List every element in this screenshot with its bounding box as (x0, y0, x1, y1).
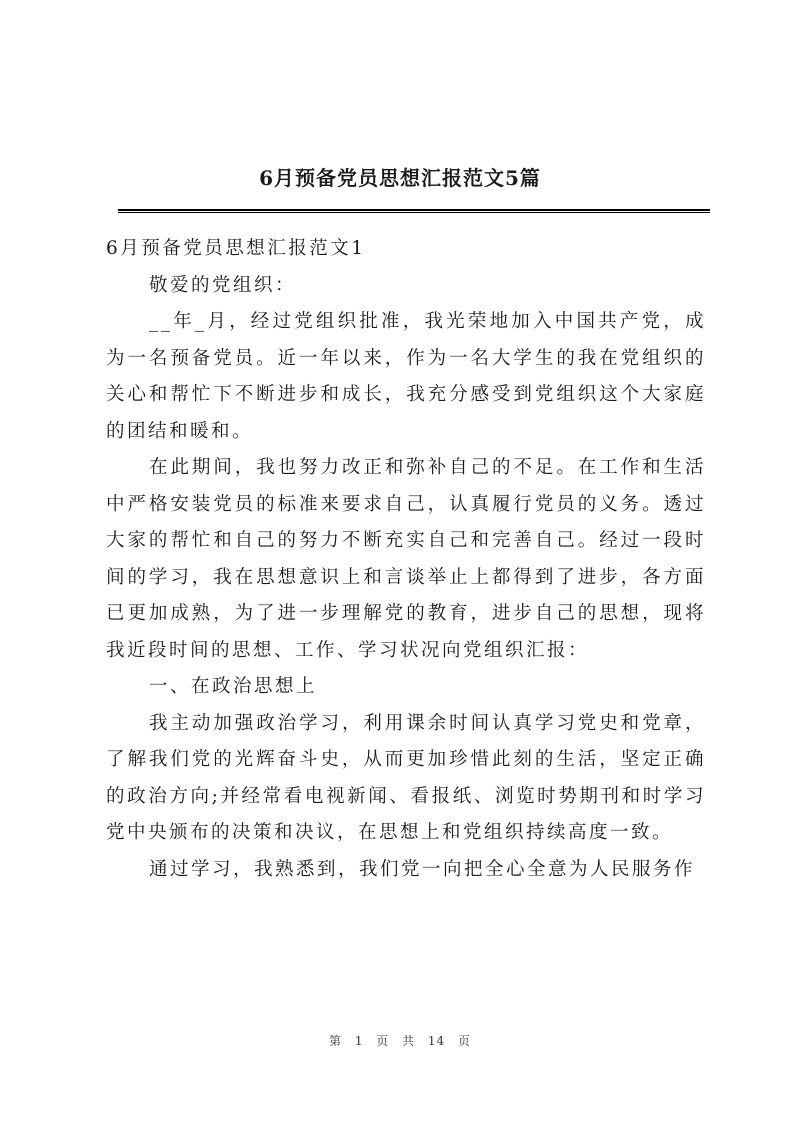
salutation: 敬爱的党组织： (149, 274, 297, 296)
body-paragraph-2: 在此期间，我也努力改正和弥补自己的不足。在工作和生活中严格安装党员的标准来要求自己，认真履行党员的义务。透过大家的帮忙和自己的努力不断充实自己和完善自己。经过一段时间的学习，我在思想意识上和言谈举止上都得到了进步，各方面已更加成熟，为了进一步理解党的教育，进步自己的思想，现将我近段时间的思想、工作、学习状况向党组织汇报： (106, 457, 706, 661)
body-paragraph-3: 我主动加强政治学习，利用课余时间认真学习党史和党章，了解我们党的光辉奋斗史，从而更加珍惜此刻的生活，坚定正确的政治方向;并经常看电视新闻、看报纸、浏览时势期刊和时学习党中央颁布的决策和决议，在思想上和党组织持续高度一致。 (106, 712, 706, 843)
body-paragraph-4: 通过学习，我熟悉到，我们党一向把全心全意为人民服务作 (149, 858, 696, 880)
subsection-heading: 一、在政治思想上 (149, 676, 318, 697)
document-title: 6月预备党员思想汇报范文5篇 (259, 166, 541, 190)
page-footer: 第 1 页 共 14 页 (329, 1034, 471, 1048)
body-paragraph-1: __年_月，经过党组织批准，我光荣地加入中国共产党，成为一名预备党员。近一年以来，作为一名大学生的我在党组织的关心和帮忙下不断进步和成长，我充分感受到党组织这个大家庭的团结和暖和。 (106, 311, 706, 442)
section-heading: 6月预备党员思想汇报范文1 (106, 238, 366, 259)
document-body (106, 231, 706, 888)
title-divider (118, 209, 710, 213)
